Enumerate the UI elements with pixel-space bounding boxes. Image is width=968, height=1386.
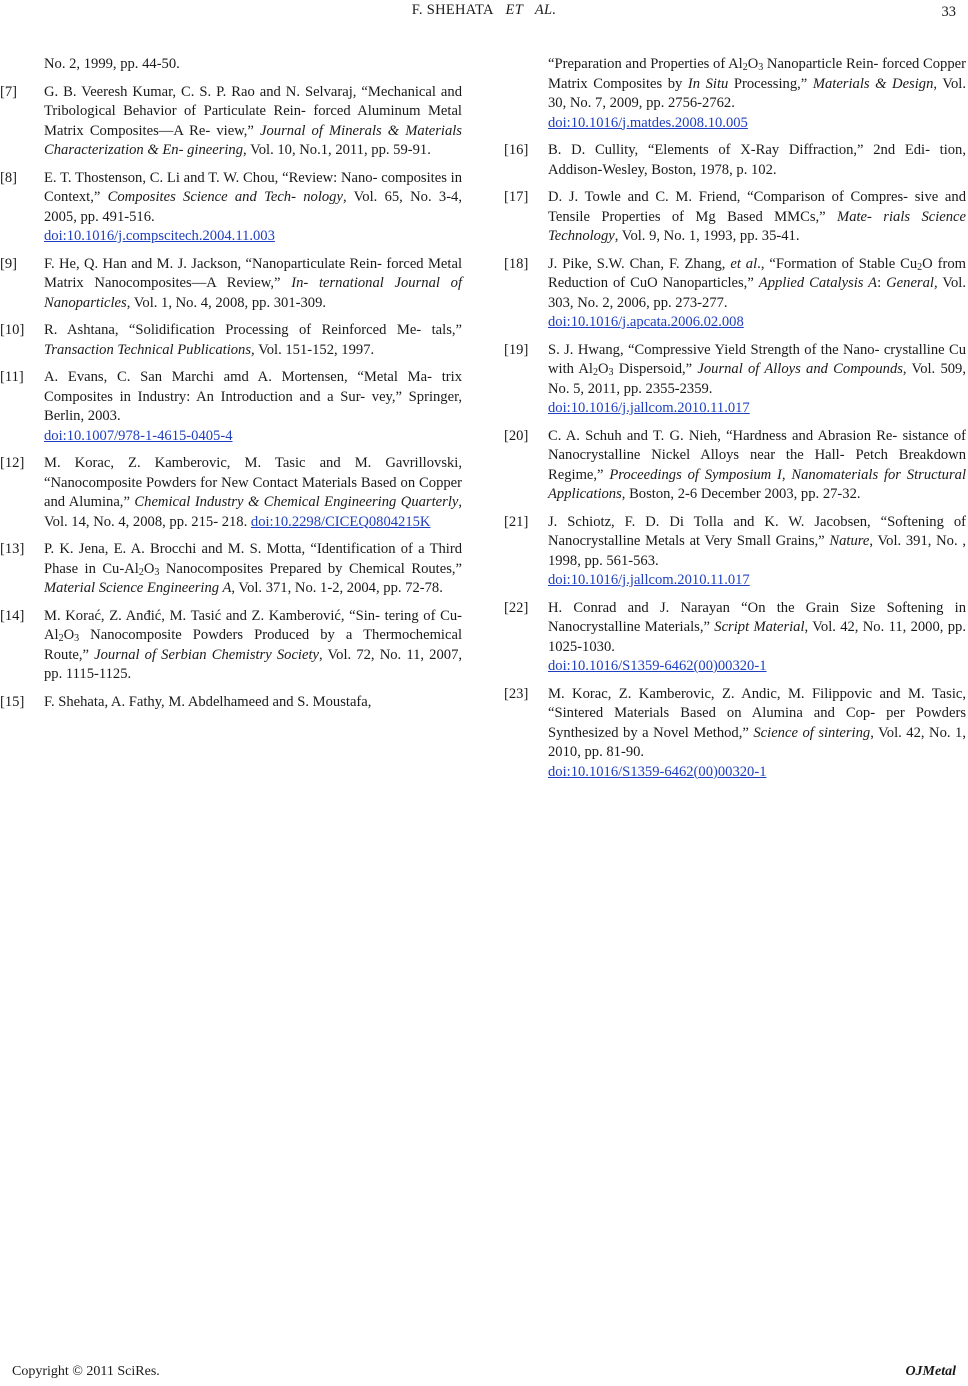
reference-text: C. A. Schuh and T. G. Nieh, “Hardness and Abrasion Re- sistance of Nanocrystalline Nickel Alloys near the Hall- Petch Breakdown Regime,” — [548, 427, 966, 483]
reference-text: H. Conrad and J. Narayan “On the Grain Size Softening in Nanocrystalline Materials,” — [548, 599, 966, 635]
reference-details: , Vol. 72, No. 11, 2007, pp. 1115-1125. — [44, 646, 463, 682]
reference-journal: Proceedings of Symposium I, Nanomaterials for Structural Applications — [548, 466, 966, 502]
reference-continuation — [10, 55, 462, 75]
reference-14 — [0, 607, 463, 685]
right-column — [504, 55, 966, 790]
reference-18 — [504, 255, 966, 333]
reference-journal: In- ternational Journal of Nanoparticles — [44, 275, 463, 311]
journal-name: OJMetal — [905, 1364, 956, 1379]
reference-journal: Composites Science and Tech- nology — [107, 189, 343, 205]
reference-number: [14] — [0, 607, 25, 624]
reference-number: [19] — [504, 341, 529, 358]
page-number: 33 — [941, 4, 956, 20]
reference-20 — [504, 427, 966, 505]
reference-journal: Science of sintering — [753, 724, 871, 741]
reference-number: [12] — [0, 455, 25, 471]
reference-text: P. K. Jena, E. A. Brocchi and M. S. Motta, “Identification of a Third Phase in Cu-Al — [44, 541, 462, 577]
reference-details: , Vol. 14, No. 4, 2008, pp. 215- 218. — [44, 494, 463, 530]
reference-journal: Chemical Industry & Chemical Engineering Quarterly — [134, 494, 459, 510]
reference-details: , Vol. 42, No. 1, 2010, pp. 81-90. — [548, 724, 966, 760]
reference-text: Dispersoid,” — [613, 361, 698, 377]
running-head-author: F. SHEHATA — [411, 2, 494, 18]
reference-details: , Vol. 1, No. 4, 2008, pp. 301-309. — [126, 294, 327, 311]
doi-link[interactable]: doi:10.1016/S1359-6462(00)00320-1 — [548, 763, 767, 780]
reference-19 — [504, 341, 966, 419]
reference-22 — [504, 599, 966, 677]
doi-link[interactable]: doi:10.1016/j.apcata.2006.02.008 — [548, 314, 744, 330]
reference-details: , Vol. 391, No. , 1998, pp. 561-563. — [548, 533, 966, 569]
reference-details: , Vol. 371, No. 1-2, 2004, pp. 72-78. — [231, 580, 443, 596]
reference-journal: Nature — [829, 533, 870, 549]
reference-text: : — [877, 275, 887, 291]
doi-link[interactable]: doi:10.2298/CICEQ0804215K — [250, 513, 431, 530]
reference-text: F. He, Q. Han and M. J. Jackson, “Nanoparticulate Rein- forced Metal Matrix Nanocomposites—A Review,” — [44, 255, 462, 291]
reference-text: O — [143, 560, 155, 577]
reference-text: Nanoparticle Rein- forced Copper Matrix Composites by — [548, 56, 966, 92]
reference-details: , Vol. 303, No. 2, 2006, pp. 273-277. — [548, 275, 966, 311]
doi-link[interactable]: doi:10.1016/j.matdes.2008.10.005 — [548, 114, 748, 131]
subscript: 3 — [74, 633, 80, 644]
reference-text: Processing,” — [728, 75, 813, 92]
reference-details: , Vol. 509, No. 5, 2011, pp. 2355-2359. — [548, 361, 966, 397]
reference-number: [13] — [0, 541, 25, 557]
reference-number: [10] — [0, 322, 25, 338]
reference-number: [22] — [504, 599, 529, 616]
doi-link[interactable]: doi:10.1016/j.jallcom.2010.11.017 — [548, 400, 750, 416]
reference-journal: Journal of Minerals & Materials Characterization & En- gineering — [44, 122, 462, 158]
reference-journal: Materials & Design — [812, 75, 934, 92]
running-head-al: AL. — [534, 2, 557, 18]
reference-number: [7] — [0, 83, 18, 100]
reference-text: M. Korac, Z. Kamberovic, M. Tasic and M. Gavrillovski, “Nanocomposite Powders for New Contact Materials Based on Copper and Alumina,” — [44, 455, 462, 510]
doi-link[interactable]: doi:10.1016/S1359-6462(00)00320-1 — [548, 658, 767, 674]
reference-text: Nanocomposites Prepared by Chemical Routes,” — [159, 560, 462, 577]
reference-9 — [0, 255, 463, 314]
subscript: 3 — [154, 566, 160, 578]
reference-text: J. Schiotz, F. D. Di Tolla and K. W. Jacobsen, “Softening of Nanocrystalline Metals at Very Small Grains,” — [548, 513, 966, 549]
reference-details: , Vol. 65, No. 3-4, 2005, pp. 491-516. — [44, 189, 462, 225]
reference-number: [17] — [504, 189, 529, 205]
reference-text: G. B. Veeresh Kumar, C. S. P. Rao and N. Selvaraj, “Mechanical and Tribological Behavior of Particulate Rein- forced Aluminum Metal Matrix Composites—A Re- view,” — [44, 83, 462, 139]
reference-13 — [0, 540, 462, 599]
reference-text: R. Ashtana, “Solidification Processing of Reinforced Me- tals,” — [44, 322, 462, 338]
running-head-et: ET — [505, 2, 524, 18]
reference-journal: Transaction Technical Publications — [44, 341, 252, 358]
reference-number: [9] — [0, 255, 18, 272]
reference-number: [21] — [504, 513, 529, 530]
reference-journal: General — [886, 275, 934, 291]
reference-journal: Material Science Engineering A — [44, 580, 232, 596]
reference-21 — [504, 513, 966, 591]
reference-details: , Vol. 9, No. 1, 1993, pp. 35-41. — [614, 228, 800, 244]
reference-number: [16] — [504, 142, 529, 158]
copyright-notice: Copyright © 2011 SciRes. — [12, 1364, 160, 1379]
reference-text: ., “Formation of Stable Cu — [757, 255, 918, 272]
reference-15 — [0, 693, 462, 713]
reference-text: E. T. Thostenson, C. Li and T. W. Chou, “Review: Nano- composites in Context,” — [44, 169, 462, 205]
running-head — [0, 2, 968, 19]
subscript: 2 — [138, 566, 144, 578]
reference-number: [23] — [504, 685, 529, 702]
reference-text: “Preparation and Properties of Al — [548, 56, 743, 72]
reference-text: O from Reduction of CuO Nanoparticles,” — [548, 255, 966, 291]
doi-link[interactable]: doi:10.1016/j.compscitech.2004.11.003 — [44, 228, 275, 244]
reference-journal: Mate- rials Science Technology — [548, 208, 966, 244]
doi-link[interactable]: doi:10.1007/978-1-4615-0405-4 — [44, 427, 233, 444]
subscript: 2 — [917, 261, 923, 273]
reference-number: [8] — [0, 169, 18, 186]
reference-text: O — [747, 56, 759, 72]
subscript: 2 — [742, 62, 748, 73]
reference-text: O — [597, 361, 609, 377]
reference-text: J. Pike, S.W. Chan, F. Zhang, — [548, 255, 731, 272]
reference-text: M. Korać, Z. Anđić, M. Tasić and Z. Kamberović, “Sin- tering of Cu-Al — [44, 607, 462, 643]
reference-text: O — [63, 627, 75, 643]
page-header — [0, 0, 968, 30]
reference-23 — [504, 685, 966, 783]
reference-journal: Script Material — [714, 619, 805, 635]
reference-number: [15] — [0, 693, 25, 710]
subscript: 3 — [608, 367, 614, 378]
reference-text: B. D. Cullity, “Elements of X-Ray Diffraction,” 2nd Edi- tion, Addison-Wesley, Boston, 1978, p. 102. — [548, 142, 966, 178]
reference-details: , Vol. 42, No. 11, 2000, pp. 1025-1030. — [548, 619, 966, 655]
reference-number: [20] — [504, 427, 529, 444]
subscript: 3 — [758, 62, 764, 73]
reference-text: No. 2, 1999, pp. 44-50. — [44, 56, 180, 72]
reference-11 — [0, 368, 462, 446]
reference-12 — [0, 454, 463, 532]
reference-text: F. Shehata, A. Fathy, M. Abdelhameed and S. Moustafa, — [44, 693, 372, 710]
reference-16 — [504, 141, 966, 180]
page-footer — [0, 1364, 968, 1386]
reference-italic: In Situ — [687, 75, 729, 92]
reference-8 — [0, 169, 462, 247]
reference-17 — [504, 188, 966, 247]
reference-15-continuation — [514, 55, 966, 133]
reference-text: Nanocomposite Powders Produced by a Thermochemical Route,” — [44, 627, 462, 663]
reference-journal: Journal of Serbian Chemistry Society — [94, 646, 319, 663]
reference-text: M. Korac, Z. Kamberovic, Z. Andic, M. Filippovic and M. Tasic, “Sintered Materials Based on Alumina and Cop- per Powders Synthesized by a Novel Method,” — [548, 685, 966, 741]
reference-details: , Vol. 10, No.1, 2011, pp. 59-91. — [243, 142, 431, 158]
reference-number: [18] — [504, 255, 529, 272]
reference-italic: et al — [730, 255, 758, 272]
reference-journal: Journal of Alloys and Compounds — [697, 361, 903, 377]
subscript: 2 — [58, 633, 64, 644]
subscript: 2 — [592, 367, 598, 378]
reference-text: S. J. Hwang, “Compressive Yield Strength of the Nano- crystalline Cu with Al — [548, 341, 966, 377]
reference-details: , Boston, 2-6 December 2003, pp. 27-32. — [621, 486, 861, 502]
reference-details: , Vol. 151-152, 1997. — [251, 341, 375, 358]
reference-details: , Vol. 30, No. 7, 2009, pp. 2756-2762. — [548, 75, 966, 111]
reference-number: [11] — [0, 369, 24, 385]
doi-link[interactable]: doi:10.1016/j.jallcom.2010.11.017 — [548, 572, 750, 588]
reference-text: D. J. Towle and C. M. Friend, “Comparison of Compres- sive and Tensile Properties of Mg Based MMCs,” — [548, 189, 966, 225]
reference-journal: Applied Catalysis A — [758, 275, 878, 291]
reference-10 — [0, 321, 462, 360]
reference-7 — [0, 83, 462, 161]
left-column — [0, 55, 463, 720]
reference-text: A. Evans, C. San Marchi amd A. Mortensen, “Metal Ma- trix Composites in Industry: An Introduction and a Sur- vey,” Springer, Berlin, 2003. — [44, 369, 462, 424]
